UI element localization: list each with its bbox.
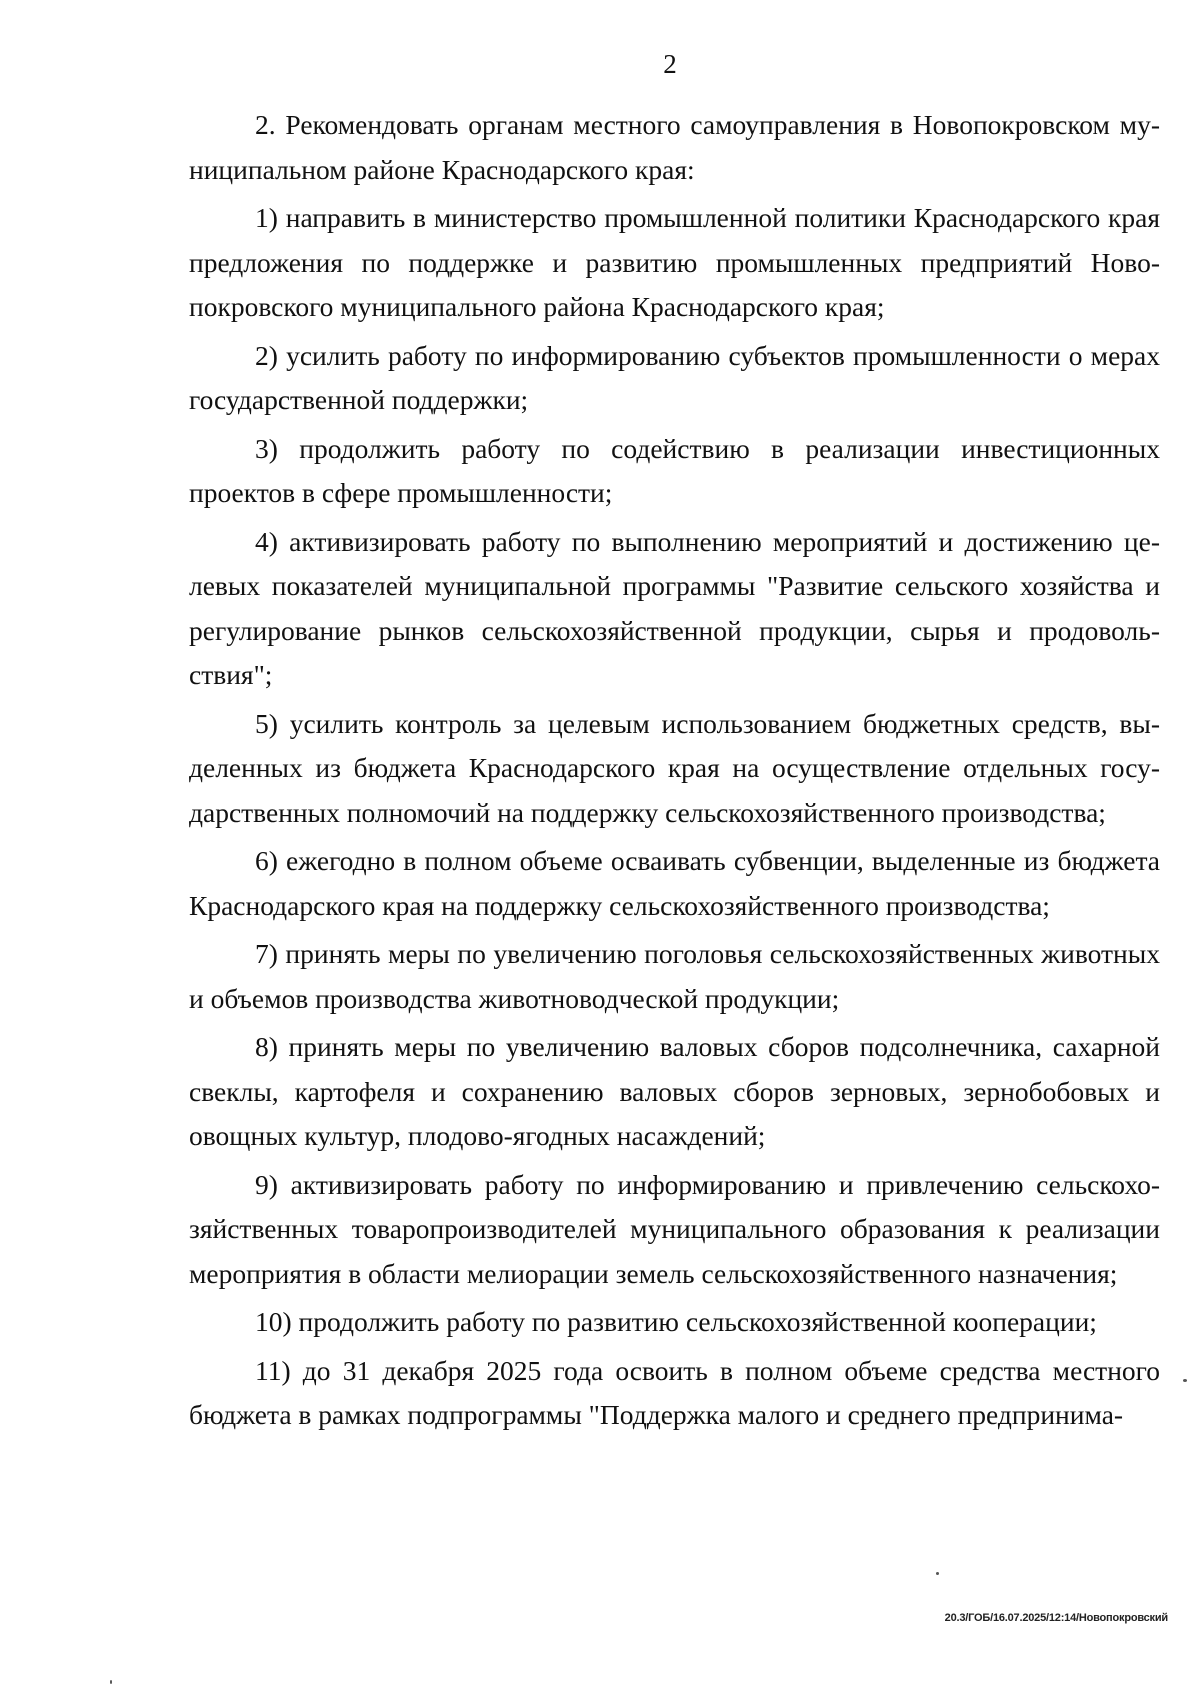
scan-speck <box>110 1680 112 1684</box>
registration-stamp: 20.3/ГОБ/16.07.2025/12:14/Новопокровский <box>944 1612 1168 1624</box>
document-body <box>189 103 1160 1442</box>
paragraph: 2. Рекомендовать органам местного самоуправления в Новопокровском муниципальном районе Краснодарского края: <box>189 109 1160 185</box>
paragraph: 1) направить в министерство промышленной политики Краснодарского края предложения по поддержке и развитию промышленных предприятий Новопокровского муниципального района Краснодарского края; <box>189 202 1160 322</box>
paragraph: 3) продолжить работу по содействию в реализации инвестиционных проектов в сфере промышленности; <box>189 432 1160 508</box>
scan-speck <box>936 1572 939 1575</box>
paragraph: 10) продолжить работу по развитию сельскохозяйственной кооперации; <box>255 1306 1097 1337</box>
paragraph: 9) активизировать работу по информированию и привлечению сельскохозяйственных товаропроизводителей муниципального образования к реализации мероприятия в области мелиорации земель сельскохозяйственного назначения; <box>189 1168 1160 1289</box>
paragraph: 4) активизировать работу по выполнению мероприятий и достижению целевых показателей муниципальной программы "Развитие сельского хозяйства и регулирование рынков сельскохозяйственной продукции, сырья и продовольствия"; <box>189 525 1160 690</box>
paragraph: 2) усилить работу по информированию субъектов промышленности о мерах государственной поддержки; <box>189 339 1160 415</box>
paragraph: 8) принять меры по увеличению валовых сборов подсолнечника, сахарной свеклы, картофеля и сохранению валовых сборов зерновых, зернобобовых и овощных культур, плодово-ягодных насаждений; <box>189 1031 1160 1151</box>
paragraph: 6) ежегодно в полном объеме осваивать субвенции, выделенные из бюджета Краснодарского края на поддержку сельскохозяйственного производства; <box>189 845 1160 921</box>
paragraph: 11) до 31 декабря 2025 года освоить в полном объеме средства местного бюджета в рамках подпрограммы "Поддержка малого и среднего предпринима- <box>189 1354 1160 1430</box>
page-number: 2 <box>663 49 677 79</box>
paragraph: 5) усилить контроль за целевым использованием бюджетных средств, выделенных из бюджета Краснодарского края на осуществление отдельных государственных полномочий на поддержку сельскохозяйственного производства; <box>189 707 1160 828</box>
paragraph: 7) принять меры по увеличению поголовья сельскохозяйственных животных и объемов производства животноводческой продукции; <box>189 938 1160 1014</box>
scan-speck <box>1183 1379 1187 1382</box>
